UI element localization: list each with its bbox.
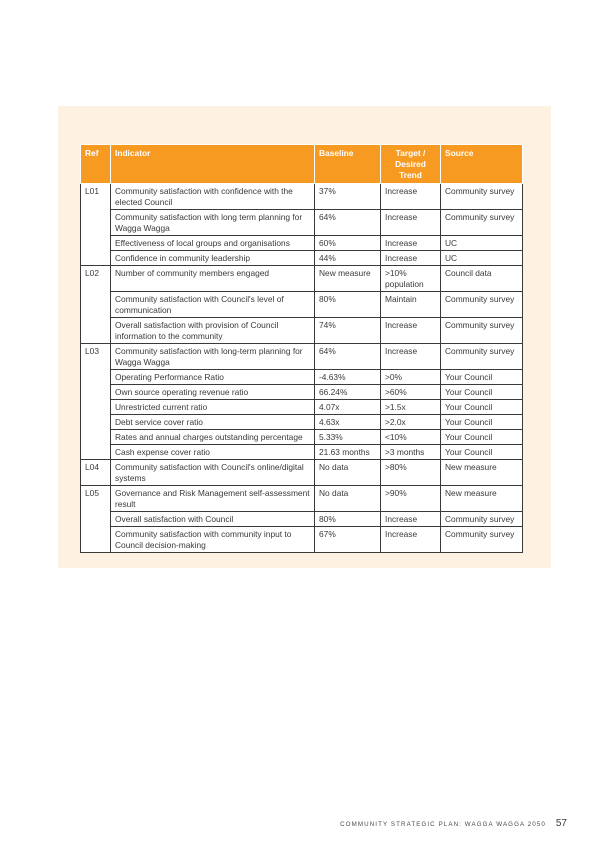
cell-source: Community survey [441,527,523,553]
cell-source: Your Council [441,430,523,445]
cell-target: <10% [381,430,441,445]
cell-target: >1.5x [381,400,441,415]
table-row [81,292,523,318]
table-row [81,445,523,460]
cell-source: Your Council [441,415,523,430]
cell-baseline: 44% [315,251,381,266]
cell-source: Community survey [441,318,523,344]
cell-indicator: Effectiveness of local groups and organisations [111,236,315,251]
cell-target: Increase [381,251,441,266]
cell-ref [81,385,111,400]
footer-title: COMMUNITY STRATEGIC PLAN: WAGGA WAGGA 2050 [340,821,546,828]
cell-ref: L04 [81,460,111,486]
table-row [81,210,523,236]
cell-indicator: Own source operating revenue ratio [111,385,315,400]
cell-baseline: 5.33% [315,430,381,445]
cell-ref [81,445,111,460]
cell-indicator: Community satisfaction with Council's online/digital systems [111,460,315,486]
table-header-row [81,145,523,184]
cell-ref: L01 [81,184,111,210]
indicators-table [80,144,523,553]
page-number: 57 [555,818,567,829]
cell-baseline: No data [315,460,381,486]
cell-ref [81,292,111,318]
cell-target: >3 months [381,445,441,460]
table-row [81,460,523,486]
cell-target: Increase [381,236,441,251]
cell-target: >10% population [381,266,441,292]
cell-source: Community survey [441,184,523,210]
table-row [81,318,523,344]
cell-source: Community survey [441,512,523,527]
header-source: Source [441,145,523,184]
cell-indicator: Community satisfaction with long-term planning for Wagga Wagga [111,344,315,370]
cell-target: Increase [381,512,441,527]
cell-baseline: New measure [315,266,381,292]
cell-target: >60% [381,385,441,400]
cell-baseline: 37% [315,184,381,210]
cell-target: Increase [381,344,441,370]
cell-source: UC [441,251,523,266]
cell-target: Increase [381,527,441,553]
cell-target: Increase [381,210,441,236]
table-row [81,400,523,415]
cell-indicator: Governance and Risk Management self-assessment result [111,486,315,512]
cell-indicator: Community satisfaction with confidence with the elected Council [111,184,315,210]
cell-source: Community survey [441,210,523,236]
cell-baseline: 64% [315,344,381,370]
table-row [81,266,523,292]
cell-ref: L05 [81,486,111,512]
table-row [81,385,523,400]
table-body [81,184,523,553]
cell-baseline: 64% [315,210,381,236]
cell-source: UC [441,236,523,251]
table-row [81,430,523,445]
cell-target: Maintain [381,292,441,318]
cell-source: Community survey [441,344,523,370]
cell-source: Your Council [441,400,523,415]
cell-ref [81,400,111,415]
cell-source: New measure [441,486,523,512]
cell-indicator: Community satisfaction with long term planning for Wagga Wagga [111,210,315,236]
cell-ref [81,370,111,385]
cell-target: Increase [381,318,441,344]
cell-indicator: Overall satisfaction with Council [111,512,315,527]
cell-baseline: 80% [315,292,381,318]
cell-ref: L03 [81,344,111,370]
cell-indicator: Debt service cover ratio [111,415,315,430]
header-indicator: Indicator [111,145,315,184]
cell-target: >2.0x [381,415,441,430]
cell-ref [81,210,111,236]
cell-target: >80% [381,460,441,486]
cell-ref [81,430,111,445]
cell-baseline: -4.63% [315,370,381,385]
table-row [81,251,523,266]
table-row [81,527,523,553]
table-row [81,184,523,210]
cell-source: Your Council [441,385,523,400]
cell-baseline: 60% [315,236,381,251]
cell-ref [81,318,111,344]
table-row [81,512,523,527]
cell-target: Increase [381,184,441,210]
cell-source: Community survey [441,292,523,318]
table-row [81,370,523,385]
cell-source: Your Council [441,370,523,385]
table-row [81,415,523,430]
cell-ref [81,251,111,266]
cell-indicator: Rates and annual charges outstanding percentage [111,430,315,445]
cell-baseline: No data [315,486,381,512]
cell-baseline: 74% [315,318,381,344]
cell-baseline: 80% [315,512,381,527]
cell-indicator: Community satisfaction with community input to Council decision-making [111,527,315,553]
cell-indicator: Number of community members engaged [111,266,315,292]
cell-baseline: 21.63 months [315,445,381,460]
table-row [81,344,523,370]
cell-ref [81,415,111,430]
cell-indicator: Community satisfaction with Council's level of communication [111,292,315,318]
cell-source: Your Council [441,445,523,460]
cell-ref: L02 [81,266,111,292]
cell-baseline: 66.24% [315,385,381,400]
cell-ref [81,527,111,553]
page-footer [340,818,567,829]
cell-ref [81,236,111,251]
cell-target: >0% [381,370,441,385]
cell-target: >90% [381,486,441,512]
cell-indicator: Overall satisfaction with provision of Council information to the community [111,318,315,344]
cell-ref [81,512,111,527]
header-ref: Ref [81,145,111,184]
header-baseline: Baseline [315,145,381,184]
cell-indicator: Cash expense cover ratio [111,445,315,460]
cell-indicator: Operating Performance Ratio [111,370,315,385]
cell-indicator: Confidence in community leadership [111,251,315,266]
cell-baseline: 4.07x [315,400,381,415]
cell-baseline: 4.63x [315,415,381,430]
cell-source: New measure [441,460,523,486]
header-target: Target / Desired Trend [381,145,441,184]
table-row [81,236,523,251]
table-row [81,486,523,512]
cell-indicator: Unrestricted current ratio [111,400,315,415]
cell-baseline: 67% [315,527,381,553]
cell-source: Council data [441,266,523,292]
